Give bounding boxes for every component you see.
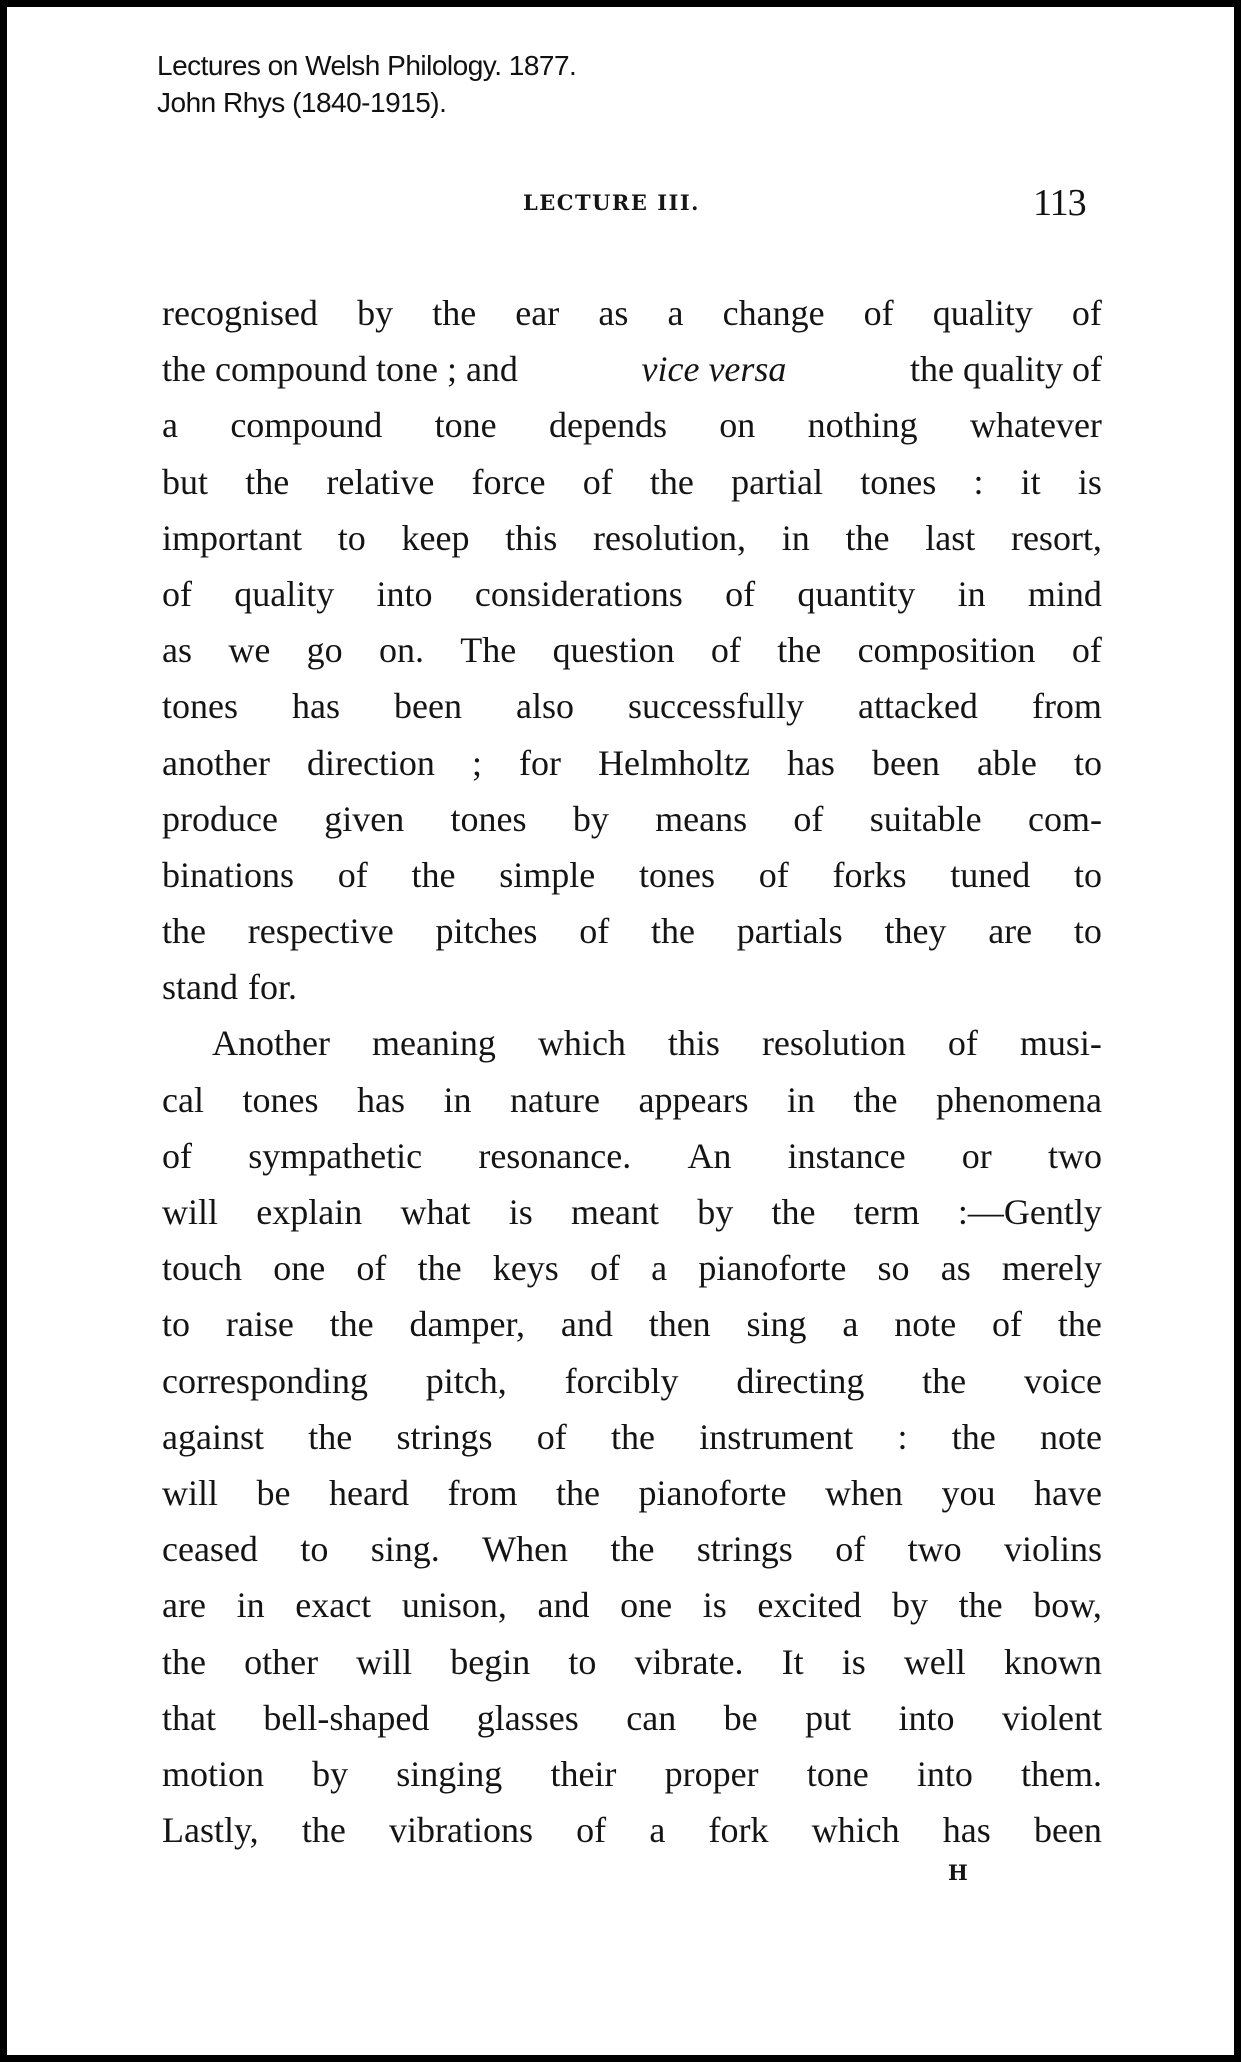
word: pianoforte: [698, 1248, 847, 1289]
word: the: [301, 1810, 346, 1851]
word: of: [758, 854, 789, 895]
word: of: [337, 854, 368, 895]
word: of: [582, 461, 613, 502]
word: by: [891, 1585, 928, 1626]
word: Lastly,: [162, 1810, 259, 1851]
word: simple: [499, 854, 596, 895]
word: important: [162, 517, 302, 558]
text-line-with-italic: [162, 341, 1102, 397]
text-line: [162, 1634, 1102, 1690]
word: resolution: [761, 1023, 906, 1064]
word: directing: [736, 1360, 865, 1401]
word: will: [162, 1192, 219, 1232]
word: ceased: [162, 1529, 258, 1570]
word: the: [432, 293, 477, 333]
word: by: [357, 293, 394, 333]
text-line: [162, 454, 1102, 510]
text-line: [162, 791, 1102, 847]
word: glasses: [476, 1697, 579, 1738]
word: stand: [162, 967, 238, 1008]
text-line: [162, 1465, 1102, 1521]
word: a: [651, 1248, 668, 1289]
word: for.: [248, 967, 297, 1008]
word: The: [460, 630, 517, 671]
word: mind: [1027, 573, 1102, 614]
word: the: [958, 1585, 1003, 1626]
scan-caption: [157, 47, 576, 121]
word: of: [536, 1416, 567, 1457]
word: produce: [162, 798, 278, 839]
word: partials: [736, 911, 843, 952]
text-line: [162, 1296, 1102, 1352]
text-line: [162, 1521, 1102, 1577]
word: fork: [708, 1810, 769, 1851]
word: a: [842, 1304, 859, 1345]
word: motion: [162, 1753, 265, 1794]
word: two: [1047, 1135, 1102, 1176]
word: on: [719, 405, 756, 446]
word: successfully: [628, 686, 804, 727]
word: in: [781, 517, 810, 558]
word: vibrations: [388, 1810, 533, 1851]
word: the: [162, 911, 206, 952]
word: suitable: [869, 798, 982, 839]
word: into: [898, 1697, 955, 1738]
word: into: [376, 573, 433, 614]
word: last: [925, 517, 976, 558]
word: tone: [806, 1753, 869, 1794]
word: of: [1071, 630, 1102, 671]
word: corresponding: [162, 1360, 368, 1401]
word: excited: [757, 1585, 862, 1626]
word: of: [710, 630, 741, 671]
word: the: [649, 461, 694, 502]
word: nothing: [807, 405, 918, 446]
word: voice: [1023, 1360, 1102, 1401]
word: forks: [832, 854, 907, 895]
word: in: [786, 1079, 815, 1120]
text-segment: the compound tone ; and: [162, 349, 518, 390]
word: pianoforte: [638, 1472, 787, 1513]
word: on.: [378, 630, 424, 671]
text-line: [162, 1072, 1102, 1128]
word: this: [505, 517, 558, 558]
word: the: [1057, 1304, 1102, 1345]
word: is: [702, 1585, 727, 1626]
word: to: [1073, 742, 1102, 783]
word: has: [942, 1810, 991, 1851]
word: and: [537, 1585, 590, 1626]
text-line: [162, 510, 1102, 566]
word: heard: [329, 1472, 409, 1513]
word: are: [988, 911, 1033, 952]
text-line: [162, 566, 1102, 622]
caption-author: John Rhys (1840-1915).: [157, 87, 447, 118]
word: begin: [450, 1641, 531, 1682]
word: term: [853, 1192, 920, 1232]
word: the: [417, 1248, 462, 1289]
word: by: [572, 798, 609, 839]
word: meaning: [371, 1023, 496, 1064]
word: as: [162, 630, 192, 671]
word: the: [556, 1472, 600, 1513]
text-line: [162, 285, 1102, 341]
word: damper,: [409, 1304, 526, 1345]
word: It: [781, 1641, 804, 1682]
word: compound: [230, 405, 383, 446]
word: whatever: [970, 405, 1102, 446]
word: of: [863, 293, 894, 333]
word: be: [256, 1472, 291, 1513]
word: phenomena: [936, 1079, 1102, 1120]
word: are: [162, 1585, 206, 1626]
word: been: [1033, 1810, 1102, 1851]
page-number: 113: [1033, 182, 1086, 224]
word: be: [723, 1697, 758, 1738]
word: tones: [860, 461, 937, 502]
word: as: [940, 1248, 971, 1289]
word: is: [508, 1192, 533, 1232]
word: note: [894, 1304, 957, 1345]
word: can: [626, 1697, 677, 1738]
word: of: [162, 573, 192, 614]
word: bell-shaped: [263, 1697, 430, 1738]
word: the: [951, 1416, 996, 1457]
word: has: [786, 742, 835, 783]
word: direction: [306, 742, 435, 783]
text-line: [162, 1690, 1102, 1746]
word: is: [1077, 461, 1102, 502]
word: is: [841, 1641, 866, 1682]
word: a: [162, 405, 178, 446]
word: composition: [857, 630, 1036, 671]
word: also: [516, 686, 575, 727]
word: by: [697, 1192, 734, 1232]
word: to: [1073, 854, 1102, 895]
word: of: [576, 1810, 607, 1851]
word: tones: [638, 854, 715, 895]
body-text: [162, 285, 1102, 1858]
word: musi-: [1019, 1023, 1102, 1064]
word: to: [300, 1529, 329, 1570]
text-line: [162, 1128, 1102, 1184]
word: so: [877, 1248, 910, 1289]
text-line: [162, 678, 1102, 734]
word: other: [244, 1641, 319, 1682]
word: them.: [1020, 1753, 1102, 1794]
word: for: [518, 742, 561, 783]
word: what: [400, 1192, 471, 1232]
word: ;: [471, 742, 482, 783]
word: you: [941, 1472, 996, 1513]
word: :—Gently: [957, 1192, 1102, 1232]
text-line: [162, 847, 1102, 903]
word: keep: [401, 517, 470, 558]
signature-mark: H: [948, 1860, 968, 1885]
text-line-paragraph-end: [162, 959, 1102, 1015]
word: will: [356, 1641, 413, 1682]
word: When: [482, 1529, 569, 1570]
text-line: [162, 1746, 1102, 1802]
word: touch: [162, 1248, 242, 1289]
word: of: [162, 1135, 192, 1176]
word: question: [552, 630, 675, 671]
word: exact: [295, 1585, 372, 1626]
word: of: [589, 1248, 620, 1289]
word: it: [1020, 461, 1041, 502]
word: by: [312, 1753, 349, 1794]
word: will: [162, 1472, 219, 1513]
word: ear: [515, 293, 560, 333]
text-line: [162, 622, 1102, 678]
word: given: [324, 798, 405, 839]
word: go: [306, 630, 343, 671]
word: proper: [664, 1753, 759, 1794]
word: a: [667, 293, 684, 333]
word: we: [228, 630, 271, 671]
word: able: [976, 742, 1037, 783]
word: the: [853, 1079, 898, 1120]
text-line: [162, 1577, 1102, 1633]
word: the: [771, 1192, 816, 1232]
word: the: [308, 1416, 353, 1457]
word: to: [337, 517, 366, 558]
word: tones: [450, 798, 527, 839]
word: two: [907, 1529, 962, 1570]
word: or: [961, 1135, 992, 1176]
word: the: [650, 911, 695, 952]
word: of: [793, 798, 824, 839]
word: the: [845, 517, 890, 558]
word: violins: [1003, 1529, 1102, 1570]
word: attacked: [858, 686, 978, 727]
word: the: [777, 630, 822, 671]
word: which: [811, 1810, 900, 1851]
word: Another: [212, 1023, 330, 1064]
word: have: [1033, 1472, 1102, 1513]
word: resolution,: [592, 517, 746, 558]
word: and: [560, 1304, 613, 1345]
word: of: [947, 1023, 978, 1064]
word: of: [725, 573, 756, 614]
word: singing: [396, 1753, 503, 1794]
word: the: [411, 854, 456, 895]
word: bow,: [1033, 1585, 1102, 1626]
word: known: [1003, 1641, 1102, 1682]
word: unison,: [401, 1585, 507, 1626]
word: quantity: [797, 573, 916, 614]
word: from: [447, 1472, 518, 1513]
word: instance: [787, 1135, 906, 1176]
word: strings: [696, 1529, 793, 1570]
text-line: [162, 903, 1102, 959]
book-page: [7, 7, 1234, 2055]
word: one: [273, 1248, 326, 1289]
word: has: [357, 1079, 405, 1120]
word: tones: [162, 686, 238, 727]
word: but: [162, 461, 209, 502]
word: sympathetic: [248, 1135, 423, 1176]
text-line-paragraph-start: [162, 1015, 1102, 1071]
word: of: [992, 1304, 1023, 1345]
word: sing.: [370, 1529, 440, 1570]
word: quality: [932, 293, 1033, 333]
word: of: [579, 911, 610, 952]
word: then: [648, 1304, 711, 1345]
word: com-: [1027, 798, 1102, 839]
word: their: [550, 1753, 617, 1794]
word: explain: [256, 1192, 363, 1232]
word: considerations: [474, 573, 683, 614]
word: the: [245, 461, 290, 502]
word: force: [471, 461, 546, 502]
word: from: [1031, 686, 1102, 727]
word: of: [835, 1529, 866, 1570]
word: sing: [746, 1304, 807, 1345]
text-line: [162, 735, 1102, 791]
word: the: [922, 1360, 967, 1401]
word: An: [687, 1135, 732, 1176]
word: note: [1039, 1416, 1102, 1457]
word: appears: [638, 1079, 749, 1120]
word: a: [649, 1810, 666, 1851]
word: strings: [396, 1416, 493, 1457]
word: the: [329, 1304, 374, 1345]
text-segment: the quality of: [910, 349, 1102, 390]
word: vibrate.: [634, 1641, 744, 1682]
word: in: [236, 1585, 265, 1626]
word: resonance.: [478, 1135, 632, 1176]
word: that: [162, 1697, 216, 1738]
text-line: [162, 1240, 1102, 1296]
word: in: [443, 1079, 472, 1120]
word: when: [824, 1472, 903, 1513]
text-line: [162, 397, 1102, 453]
word: tones: [242, 1079, 319, 1120]
word: to: [162, 1304, 191, 1345]
word: the: [610, 1529, 655, 1570]
word: the: [162, 1641, 206, 1682]
word: change: [722, 293, 825, 333]
word: resort,: [1010, 517, 1102, 558]
word: against: [162, 1416, 264, 1457]
italic-phrase: vice versa: [641, 349, 787, 390]
word: recognised: [162, 293, 318, 333]
word: pitch,: [425, 1360, 507, 1401]
word: the: [610, 1416, 655, 1457]
word: binations: [162, 854, 294, 895]
text-line: [162, 1409, 1102, 1465]
word: cal: [162, 1079, 204, 1120]
word: in: [957, 573, 986, 614]
word: which: [537, 1023, 626, 1064]
word: depends: [548, 405, 667, 446]
word: has: [292, 686, 341, 727]
word: Helmholtz: [597, 742, 750, 783]
word: partial: [731, 461, 824, 502]
word: tone: [434, 405, 497, 446]
word: of: [1071, 293, 1102, 333]
text-line: [162, 1184, 1102, 1240]
word: tuned: [950, 854, 1031, 895]
word: as: [598, 293, 629, 333]
word: meant: [570, 1192, 659, 1232]
word: put: [805, 1697, 852, 1738]
word: :: [897, 1416, 908, 1457]
word: into: [916, 1753, 973, 1794]
caption-title: Lectures on Welsh Philology. 1877.: [157, 50, 577, 81]
text-line: [162, 1353, 1102, 1409]
running-head: LECTURE III.: [523, 190, 700, 215]
word: this: [667, 1023, 720, 1064]
word: to: [1073, 911, 1102, 952]
word: raise: [225, 1304, 294, 1345]
word: nature: [510, 1079, 600, 1120]
word: another: [162, 742, 270, 783]
word: one: [620, 1585, 673, 1626]
word: to: [568, 1641, 597, 1682]
word: keys: [492, 1248, 559, 1289]
word: :: [973, 461, 984, 502]
word: forcibly: [564, 1360, 679, 1401]
word: pitches: [435, 911, 538, 952]
word: violent: [1001, 1697, 1102, 1738]
word: well: [903, 1641, 966, 1682]
word: been: [394, 686, 462, 727]
word: relative: [326, 461, 435, 502]
word: instrument: [699, 1416, 854, 1457]
word: they: [884, 911, 947, 952]
word: of: [356, 1248, 387, 1289]
word: been: [871, 742, 940, 783]
text-line: [162, 1802, 1102, 1858]
word: merely: [1001, 1248, 1102, 1289]
word: quality: [234, 573, 335, 614]
word: means: [655, 798, 748, 839]
word: respective: [247, 911, 394, 952]
